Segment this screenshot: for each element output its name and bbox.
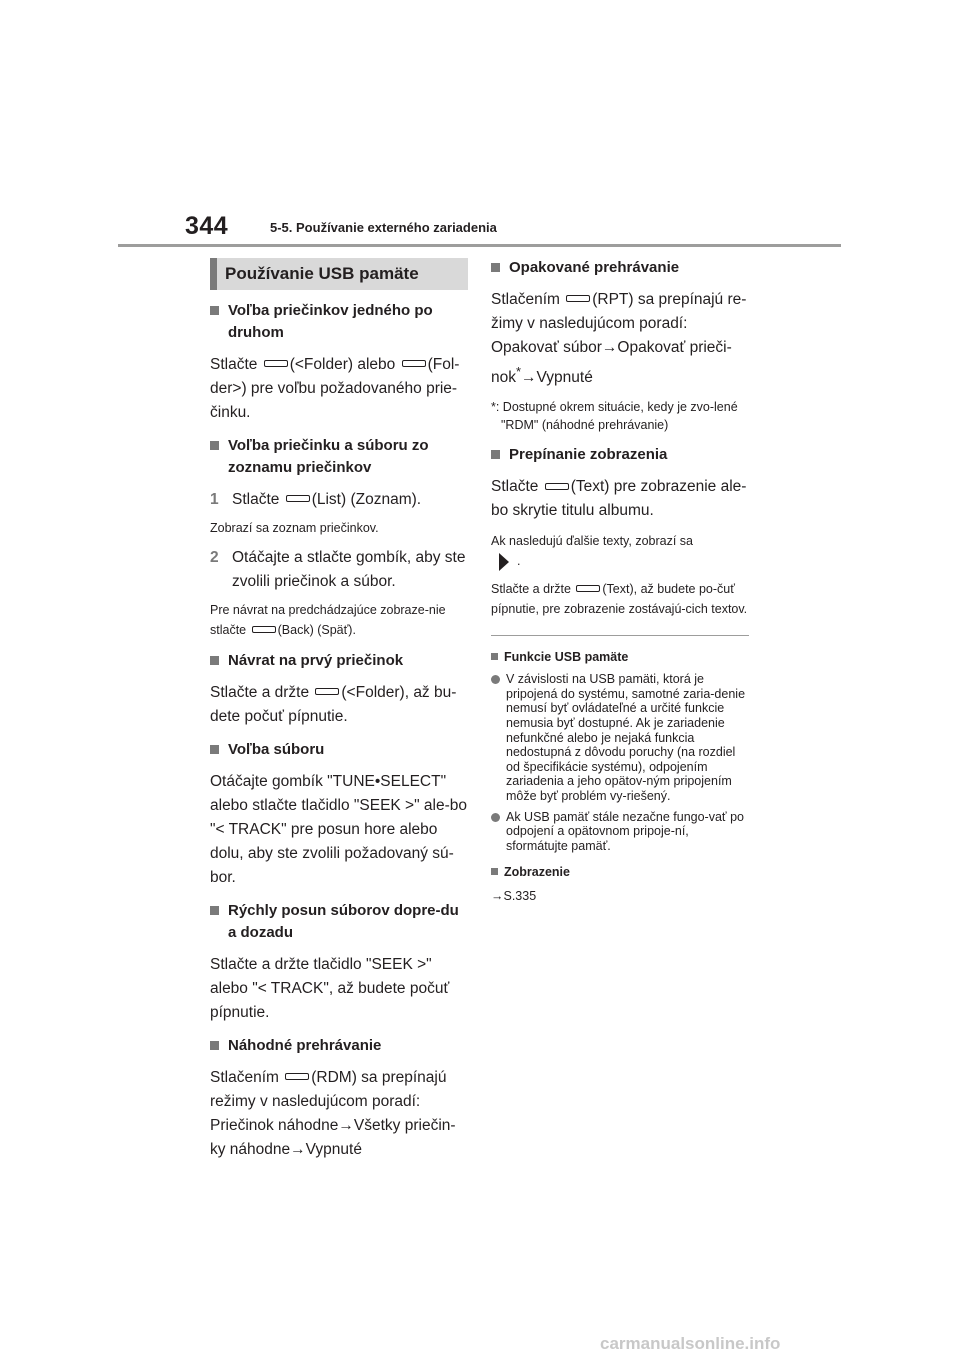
paragraph-first-folder: Stlačte a držte (<Folder), až bu-dete počuť pípnutie. <box>210 684 457 725</box>
note-more-texts: Ak nasledujú ďalšie texty, zobrazí sa . <box>491 531 749 571</box>
button-icon <box>576 585 600 592</box>
button-icon <box>315 688 339 695</box>
subheading-folder-list: Voľba priečinku a súboru zo zoznamu priečinkov <box>210 435 468 479</box>
subheading-fast-seek: Rýchly posun súborov dopre-du a dozadu <box>210 900 468 944</box>
step-2: 2 Otáčajte a stlačte gombík, aby ste zvolili priečinok a súbor. <box>210 549 466 590</box>
paragraph-file-select: Otáčajte gombík "TUNE•SELECT" alebo stlačte tlačidlo "SEEK >" ale-bo "< TRACK" pre posun hore alebo dolu, aby ste zvolili požadovaný sú-bor. <box>210 773 467 886</box>
info-bullet: Ak USB pamäť stále nezačne fungo-vať po odpojení a opätovnom pripoje-ní, sformátujte pamäť. <box>491 810 749 854</box>
button-icon <box>545 483 569 490</box>
page-number: 344 <box>185 212 229 240</box>
note-list-shown: Zobrazí sa zoznam priečinkov. <box>210 521 379 535</box>
subheading-folder-select: Voľba priečinkov jedného po druhom <box>210 300 468 344</box>
info-heading-display: Zobrazenie <box>491 863 749 881</box>
info-heading-usb: Funkcie USB pamäte <box>491 648 749 666</box>
watermark: carmanualsonline.info <box>600 1334 781 1353</box>
paragraph-random: Stlačením (RDM) sa prepínajú režimy v nasledujúcom poradí: Priečinok náhodne→Všetky priečin-ky náhodne→Vypnuté <box>210 1069 456 1158</box>
paragraph-folder-select: Stlačte (<Folder) alebo (Fol-der>) pre voľbu požadovaného prie-činku. <box>210 356 460 421</box>
note-hold-text: Stlačte a držte (Text), až budete po-čuť pípnutie, pre zobrazenie zostávajú-cich textov. <box>491 582 748 617</box>
note-back: Pre návrat na predchádzajúce zobraze-nie stlačte (Back) (Späť). <box>210 603 446 637</box>
left-column <box>210 258 468 1170</box>
subheading-random: Náhodné prehrávanie <box>210 1035 468 1057</box>
section-title: 5-5. Používanie externého zariadenia <box>270 220 497 235</box>
subheading-first-folder: Návrat na prvý priečinok <box>210 650 468 672</box>
subheading-file-select: Voľba súboru <box>210 739 468 761</box>
info-bullet: V závislosti na USB pamäti, ktorá je pripojená do systému, samotné zaria-denie nemusí byť ovládateľné a určité funkcie nemusia byť dostupné. Ak je zariadenie nefunkčné alebo je nejaká funkcia nedostupná z dôvodu poruchy (na rozdiel od špecifikácie systému), odpojením zariadenia a jeho opätov-ným pripojením môže byť problém vy-riešený. <box>491 672 749 803</box>
paragraph-display: Stlačte (Text) pre zobrazenie ale-bo skrytie titulu albumu. <box>491 478 747 520</box>
header-divider <box>118 244 841 247</box>
page-reference: →S.335 <box>491 889 537 904</box>
button-icon <box>264 360 288 367</box>
section-heading: Používanie USB pamäte <box>210 258 468 290</box>
button-icon <box>566 295 590 302</box>
chevron-right-icon <box>499 553 509 571</box>
paragraph-fast-seek: Stlačte a držte tlačidlo "SEEK >" alebo "< TRACK", až budete počuť pípnutie. <box>210 956 450 1021</box>
info-divider <box>491 635 749 636</box>
footnote: *: Dostupné okrem situácie, kedy je zvo-lené "RDM" (náhodné prehrávanie) <box>491 400 738 433</box>
button-icon <box>286 495 310 502</box>
button-icon <box>285 1073 309 1080</box>
step-1: 1 Stlačte (List) (Zoznam). <box>210 491 422 508</box>
button-icon <box>402 360 426 367</box>
subheading-repeat: Opakované prehrávanie <box>491 257 749 279</box>
subheading-display: Prepínanie zobrazenia <box>491 444 749 466</box>
paragraph-repeat: Stlačením (RPT) sa prepínajú re-žimy v nasledujúcom poradí: Opakovať súbor→Opakovať prieči-nok*→Vypnuté <box>491 291 747 387</box>
right-column <box>491 257 749 909</box>
button-icon <box>252 626 276 633</box>
